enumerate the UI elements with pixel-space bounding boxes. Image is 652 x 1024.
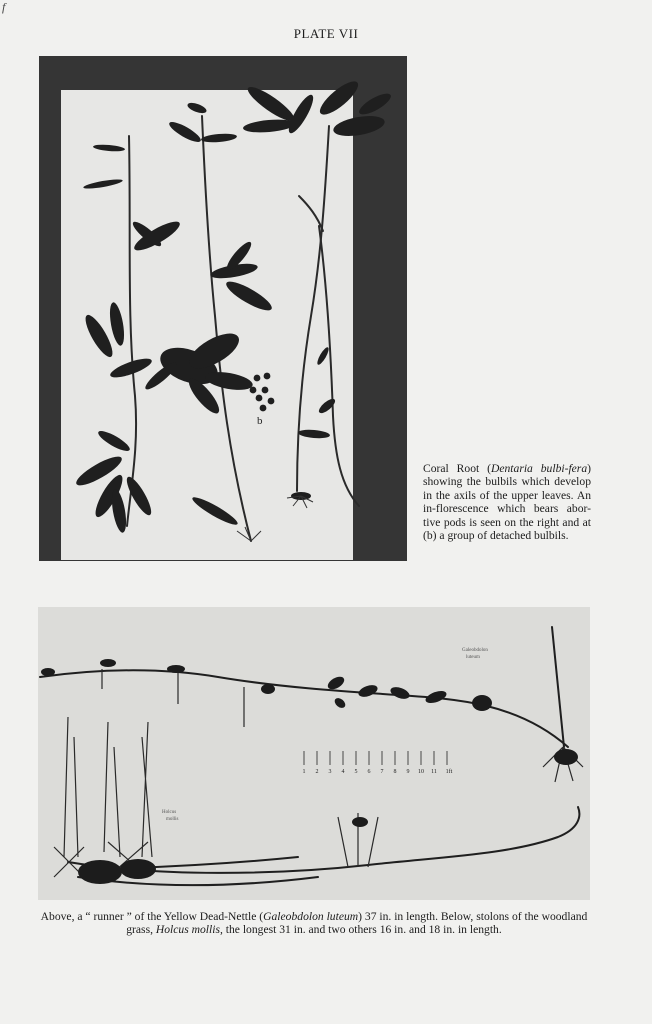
coral-root-specimen-drawing	[39, 56, 407, 561]
scale-label: 4	[341, 769, 345, 775]
scale-label: 6	[367, 769, 371, 775]
bulbil-label: b	[257, 415, 263, 427]
coral-root-caption	[423, 462, 591, 542]
plate-title: PLATE VII	[293, 26, 359, 41]
caption-latin-name: Holcus mollis,	[155, 923, 223, 936]
scale-label: 9	[406, 769, 410, 775]
caption-text: Above, a “ runner ” of the Yellow Dead-Nettle (	[40, 910, 264, 923]
scale-label: 1ft	[445, 769, 453, 775]
scale-label: 2	[315, 769, 319, 775]
specimen-note: Holcus	[162, 810, 177, 815]
runner-stolon-photograph	[38, 607, 590, 900]
scale-label: 5	[354, 769, 358, 775]
specimen-note: mollis	[166, 817, 179, 822]
specimen-note: Galeobdolon	[462, 648, 488, 653]
scale-label: 3	[328, 769, 332, 775]
runner-stolon-drawing	[38, 607, 590, 900]
scale-label: 7	[380, 769, 384, 775]
caption-text: Coral Root (	[423, 462, 491, 475]
corner-mark: f	[2, 0, 6, 14]
specimen-note: luteum	[466, 655, 480, 660]
scale-label: 11	[431, 769, 437, 775]
caption-text: ) 37 in. in length. Below, stolons of the woodland grass,	[126, 910, 588, 936]
caption-text: ) showing the bulbils which develop in the axils of the upper leaves. An in-florescence which bears abor-tive pods is seen on the right and at (b) a group of detached bulbils.	[423, 462, 591, 543]
ruler-scale	[303, 768, 453, 775]
caption-latin-name: Dentaria bulbi-fera	[490, 462, 588, 475]
scale-label: 10	[418, 769, 424, 775]
runner-stolon-caption	[38, 910, 590, 936]
scale-label: 1	[302, 769, 306, 775]
caption-text: the longest 31 in. and two others 16 in. and 18 in. in length.	[222, 923, 502, 936]
scale-label: 8	[393, 769, 397, 775]
coral-root-photograph	[39, 56, 407, 561]
caption-latin-name: Galeobdolon luteum	[263, 910, 359, 923]
